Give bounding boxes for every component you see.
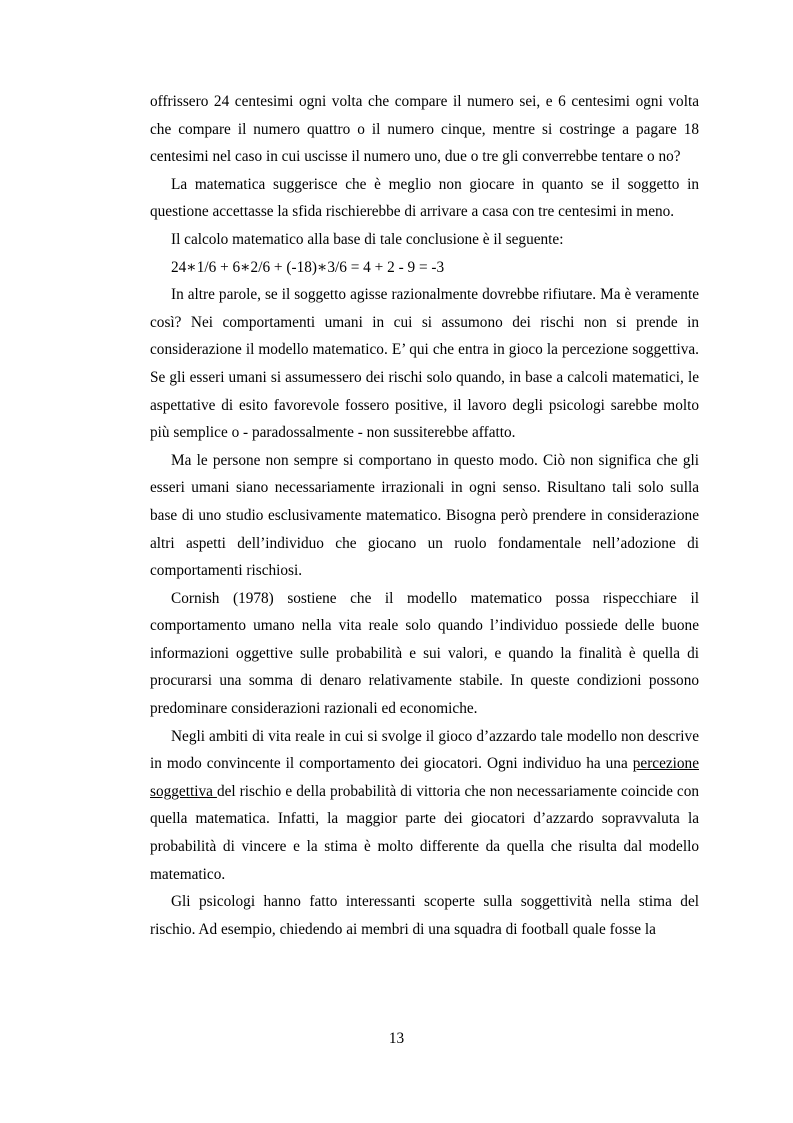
paragraph-8: [150, 723, 699, 889]
paragraph-5: In altre parole, se il soggetto agisse razionalmente dovrebbe rifiutare. Ma è veramente così? Nei comportamenti umani in cui si assumono dei rischi non si prende in considerazione il modello matematico. E’ qui che entra in gioco la percezione soggettiva. Se gli esseri umani si assumessero dei rischi solo quando, in base a calcoli matematici, le aspettative di esito favorevole fossero positive, il lavoro degli psicologi sarebbe molto più semplice o - paradossalmente - non sussiterebbe affatto.: [150, 286, 699, 442]
paragraph-3: Il calcolo matematico alla base di tale conclusione è il seguente:: [171, 230, 564, 248]
paragraph-6: Ma le persone non sempre si comportano in questo modo. Ciò non significa che gli esseri umani siano necessariamente irrazionali in ogni senso. Risultano tali solo sulla base di uno studio esclusivamente matematico. Bisogna però prendere in considerazione altri aspetti dell’individuo che giocano un ruolo fondamentale nell’adozione di comportamenti rischiosi.: [150, 451, 699, 580]
paragraph-8-end: del rischio e della probabilità di vittoria che non necessariamente coincide con quella matematica. Infatti, la maggior parte dei giocatori d’azzardo sopravvaluta la probabilità di vincere e la stima è molto differente da quella che risulta dal modello matematico.: [150, 782, 700, 883]
paragraph-9: Gli psicologi hanno fatto interessanti scoperte sulla soggettività nella stima del rischio. Ad esempio, chiedendo ai membri di una squadra di football quale fosse la: [150, 893, 699, 938]
paragraph-2: La matematica suggerisce che è meglio non giocare in quanto se il soggetto in questione accettasse la sfida rischierebbe di arrivare a casa con tre centesimi in meno.: [150, 175, 699, 221]
paragraph-7: Cornish (1978) sostiene che il modello matematico possa rispecchiare il comportamento umano nella vita reale solo quando l’individuo possiede delle buone informazioni oggettive sulle probabilità e sui valori, e quando la finalità è quella di procurarsi una somma di denaro relativamente stabile. In queste condizioni possono predominare considerazioni razionali ed economiche.: [150, 589, 699, 718]
page-body: [150, 88, 699, 943]
underlined-term: percezione soggettiva: [150, 755, 699, 800]
page-number: 13: [388, 1030, 405, 1047]
formula: 24∗1/6 + 6∗2/6 + (-18)∗3/6 = 4 + 2 - 9 = -3: [171, 258, 445, 276]
paragraph-1: offrissero 24 centesimi ogni volta che compare il numero sei, e 6 centesimi ogni volta che compare il numero quattro o il numero cinque, mentre si costringe a pagare 18 centesimi nel caso in cui uscisse il numero uno, due o tre gli converrebbe tentare o no?: [150, 93, 699, 166]
paragraph-8-start: Negli ambiti di vita reale in cui si svolge il gioco d’azzardo tale modello non descrive in modo convincente il comportamento dei giocatori. Ogni individuo ha una: [150, 727, 699, 773]
